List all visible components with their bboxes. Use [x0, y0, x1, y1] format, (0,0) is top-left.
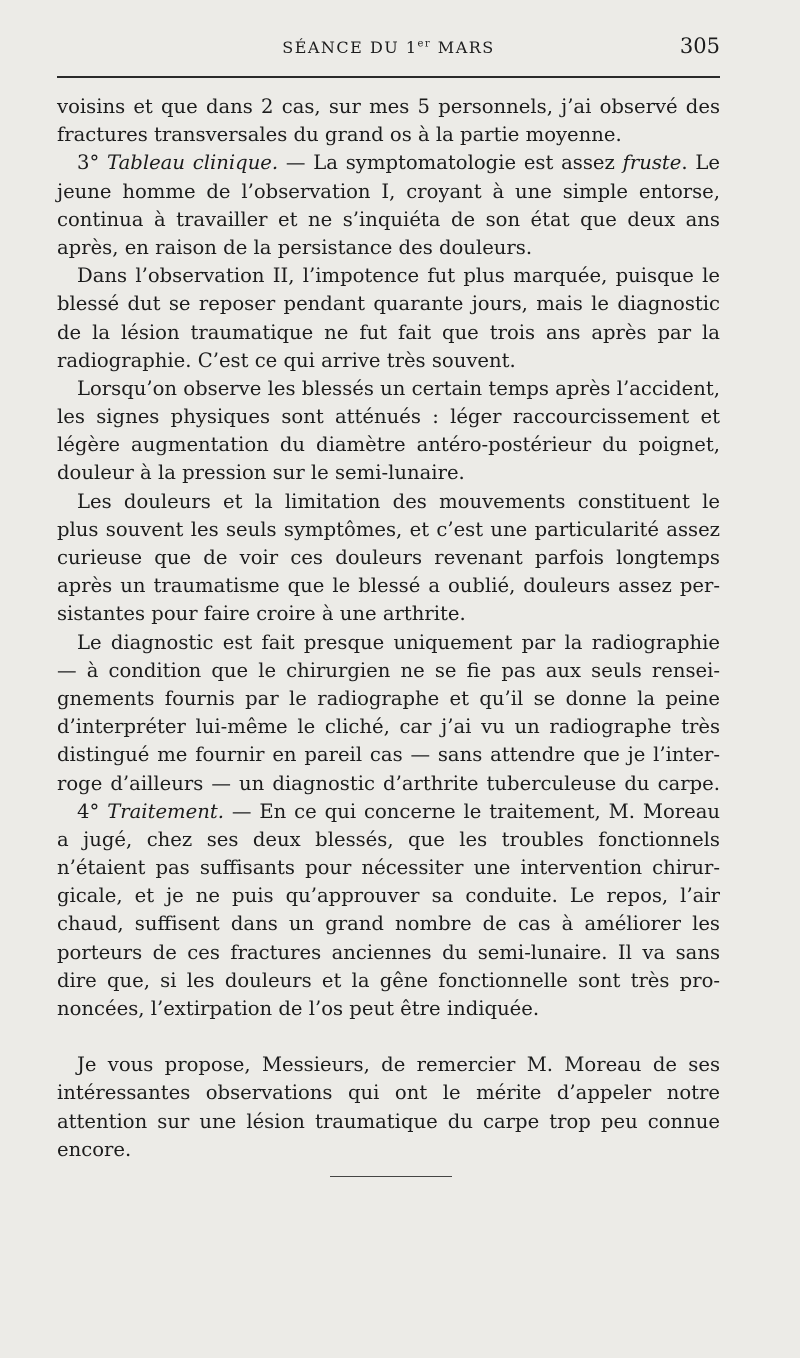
text-line: — à condition que le chirurgien ne se fie pas aux seuls rensei-: [57, 658, 720, 682]
text-line: douleur à la pression sur le semi-lunaire.: [57, 461, 465, 485]
text-line: fractures transversales du grand os à la partie moyenne.: [57, 123, 622, 147]
text-line: gnements fournis par le radiographe et qu’il se donne la peine: [57, 686, 720, 710]
text-line: attention sur une lésion traumatique du carpe trop peu connue: [57, 1109, 720, 1133]
section-heading-line: 3° Tableau clinique. — La symptomatologie est assez fruste. Le: [77, 151, 720, 175]
text-line: plus souvent les seuls symptômes, et c’est une particularité assez: [57, 517, 720, 541]
text-line: encore.: [57, 1137, 132, 1161]
text-line: voisins et que dans 2 cas, sur mes 5 personnels, j’ai observé des: [57, 95, 720, 118]
header-rule: [57, 76, 720, 78]
page-number: 305: [679, 34, 720, 58]
text-line: continua à travailler et ne s’inquiéta de son état que deux ans: [57, 207, 720, 231]
text-line: Les douleurs et la limitation des mouvements constituent le: [77, 489, 720, 513]
end-rule: [330, 1176, 452, 1177]
section-title: Tableau clinique.: [107, 151, 279, 175]
text-line: légère augmentation du diamètre antéro-postérieur du poignet,: [57, 433, 720, 457]
text-line: gicale, et je ne puis qu’approuver sa conduite. Le repos, l’air: [57, 884, 720, 908]
text-line: distingué me fournir en pareil cas — sans attendre que je l’inter-: [57, 743, 720, 767]
text-line: de la lésion traumatique ne fut fait que trois ans après par la: [57, 320, 720, 344]
text-line: Lorsqu’on observe les blessés un certain temps après l’accident,: [77, 376, 720, 400]
text-line: après un traumatisme que le blessé a oublié, douleurs assez per-: [57, 574, 720, 598]
running-head: [57, 30, 720, 64]
text-line: Le diagnostic est fait presque uniquement par la radiographie: [77, 630, 720, 654]
text-line: Dans l’observation II, l’impotence fut plus marquée, puisque le: [77, 264, 720, 288]
text-line: n’étaient pas suffisants pour nécessiter une intervention chirur-: [57, 856, 720, 880]
text-line: chaud, suffisent dans un grand nombre de cas à améliorer les: [57, 912, 720, 936]
text-line: d’interpréter lui-même le cliché, car j’ai vu un radiographe très: [57, 715, 720, 739]
running-title: SÉANCE DU 1er MARS: [282, 38, 495, 57]
section-heading-line: 4° Traitement. — En ce qui concerne le traitement, M. Moreau: [77, 799, 721, 823]
text-line: curieuse que de voir ces douleurs revenant parfois longtemps: [57, 546, 720, 569]
text-line: noncées, l’extirpation de l’os peut être indiquée.: [57, 997, 540, 1020]
text-line: les signes physiques sont atténués : léger raccourcissement et: [57, 405, 720, 429]
text-line: après, en raison de la persistance des douleurs.: [57, 235, 533, 259]
text-line: roge d’ailleurs — un diagnostic d’arthrite tuberculeuse du carpe.: [57, 771, 720, 795]
text-line: intéressantes observations qui ont le mérite d’appeler notre: [57, 1081, 720, 1105]
text-line: Je vous propose, Messieurs, de remercier M. Moreau de ses: [77, 1053, 720, 1077]
text-line: porteurs de ces fractures anciennes du semi-lunaire. Il va sans: [57, 940, 720, 964]
body-text: [57, 93, 720, 1164]
text-line: radiographie. C’est ce qui arrive très souvent.: [57, 348, 516, 372]
text-line: sistantes pour faire croire à une arthrite.: [57, 602, 466, 626]
text-line: blessé dut se reposer pendant quarante jours, mais le diagnostic: [57, 292, 720, 316]
paragraph-gap: [57, 1023, 720, 1051]
text-line: jeune homme de l’observation I, croyant à une simple entorse,: [57, 179, 720, 203]
text-line: a jugé, chez ses deux blessés, que les troubles fonctionnels: [57, 827, 720, 851]
section-title: Traitement.: [107, 799, 224, 823]
text-line: dire que, si les douleurs et la gêne fonctionnelle sont très pro-: [57, 968, 720, 992]
